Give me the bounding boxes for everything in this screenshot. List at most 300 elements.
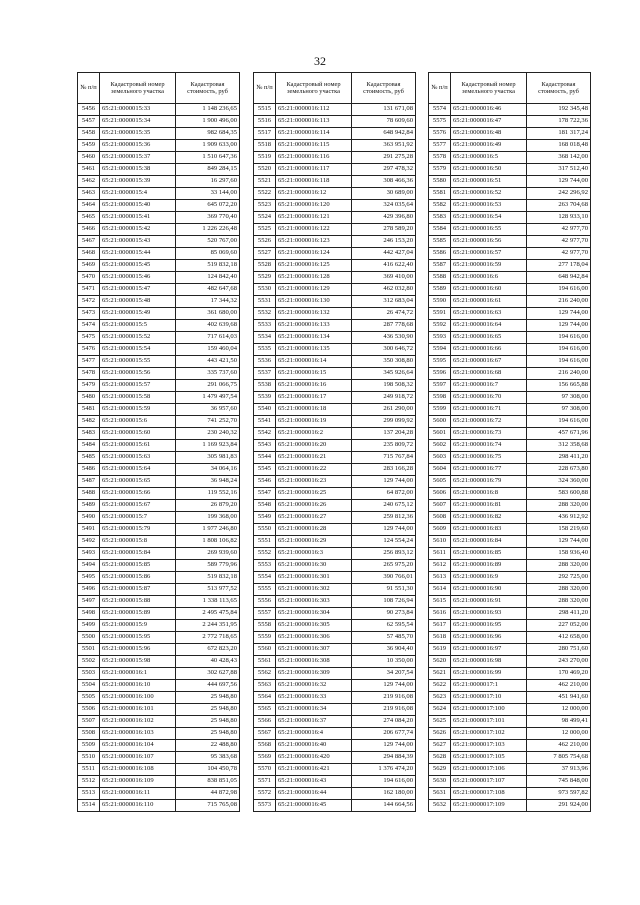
table-row [254, 692, 416, 704]
cell-cadastral-value: 194 616,00 [527, 332, 591, 344]
cell-cadastral-number: 65:21:0000015:63 [100, 452, 176, 464]
cell-cadastral-value: 482 647,68 [176, 284, 240, 296]
table-row [429, 452, 591, 464]
table-row [78, 404, 240, 416]
cell-number: 5460 [78, 152, 100, 164]
cell-cadastral-value: 288 320,00 [527, 584, 591, 596]
cell-number: 5467 [78, 236, 100, 248]
cell-cadastral-number: 65:21:0000015:79 [100, 524, 176, 536]
cell-cadastral-number: 65:21:0000016:95 [451, 620, 527, 632]
cell-cadastral-value: 129 744,00 [527, 536, 591, 548]
cell-number: 5512 [78, 776, 100, 788]
cell-number: 5495 [78, 572, 100, 584]
table-row [429, 272, 591, 284]
cell-number: 5584 [429, 224, 451, 236]
cell-cadastral-value: 25 948,80 [176, 728, 240, 740]
table-row [429, 728, 591, 740]
table-row [429, 680, 591, 692]
cell-cadastral-value: 2 244 351,95 [176, 620, 240, 632]
cell-number: 5474 [78, 320, 100, 332]
cell-number: 5473 [78, 308, 100, 320]
table-row [254, 764, 416, 776]
cell-number: 5517 [254, 128, 276, 140]
cell-cadastral-value: 129 744,00 [352, 524, 416, 536]
table-row [78, 380, 240, 392]
cell-number: 5529 [254, 272, 276, 284]
table-row [254, 200, 416, 212]
cell-cadastral-value: 1 808 106,82 [176, 536, 240, 548]
cell-cadastral-value: 291 275,28 [352, 152, 416, 164]
cell-cadastral-number: 65:21:0000016:112 [276, 104, 352, 116]
cell-cadastral-number: 65:21:0000016:27 [276, 512, 352, 524]
cell-number: 5457 [78, 116, 100, 128]
cell-cadastral-number: 65:21:0000016:108 [100, 764, 176, 776]
cell-cadastral-number: 65:21:0000015:6 [100, 416, 176, 428]
cell-cadastral-value: 194 616,00 [527, 284, 591, 296]
cell-number: 5614 [429, 584, 451, 596]
table-row [78, 752, 240, 764]
cell-cadastral-value: 291 924,00 [527, 800, 591, 812]
table-row [254, 536, 416, 548]
cell-number: 5605 [429, 476, 451, 488]
table-row [254, 224, 416, 236]
cell-cadastral-value: 42 977,70 [527, 236, 591, 248]
table-row [429, 560, 591, 572]
cell-cadastral-value: 57 485,70 [352, 632, 416, 644]
table-row [254, 152, 416, 164]
cell-cadastral-value: 30 689,00 [352, 188, 416, 200]
table-row [254, 392, 416, 404]
cell-number: 5550 [254, 524, 276, 536]
table-row [78, 296, 240, 308]
table-row [254, 140, 416, 152]
table-row [254, 116, 416, 128]
cell-cadastral-number: 65:21:0000016:48 [451, 128, 527, 140]
cell-cadastral-number: 65:21:0000016:84 [451, 536, 527, 548]
cell-cadastral-number: 65:21:0000017:10 [451, 692, 527, 704]
cell-number: 5610 [429, 536, 451, 548]
cell-cadastral-number: 65:21:0000015:57 [100, 380, 176, 392]
cell-cadastral-value: 97 308,00 [527, 404, 591, 416]
cell-cadastral-value: 1 169 923,84 [176, 440, 240, 452]
cell-cadastral-value: 129 744,00 [352, 476, 416, 488]
cell-number: 5533 [254, 320, 276, 332]
cell-cadastral-value: 519 832,18 [176, 260, 240, 272]
table-row [254, 716, 416, 728]
cell-cadastral-value: 129 744,00 [527, 176, 591, 188]
cell-number: 5609 [429, 524, 451, 536]
header-cadastral-number: Кадастровый номер земельного участка [100, 73, 176, 104]
table-row [78, 320, 240, 332]
cell-number: 5472 [78, 296, 100, 308]
table-row [254, 476, 416, 488]
cell-cadastral-value: 12 000,00 [527, 728, 591, 740]
cell-cadastral-number: 65:21:0000016:61 [451, 296, 527, 308]
cell-cadastral-value: 129 744,00 [527, 308, 591, 320]
cell-cadastral-value: 40 428,43 [176, 656, 240, 668]
cell-cadastral-number: 65:21:0000016:33 [276, 692, 352, 704]
table-row [78, 116, 240, 128]
cell-cadastral-value: 129 744,00 [352, 740, 416, 752]
table-row [429, 116, 591, 128]
cell-cadastral-number: 65:21:0000015:46 [100, 272, 176, 284]
cell-cadastral-number: 65:21:0000016:20 [276, 440, 352, 452]
cell-number: 5628 [429, 752, 451, 764]
table-row [254, 740, 416, 752]
cell-number: 5632 [429, 800, 451, 812]
cell-cadastral-number: 65:21:0000015:88 [100, 596, 176, 608]
cell-number: 5536 [254, 356, 276, 368]
cell-cadastral-value: 22 488,80 [176, 740, 240, 752]
table-row [78, 656, 240, 668]
cell-cadastral-number: 65:21:0000016:68 [451, 368, 527, 380]
cell-cadastral-number: 65:21:0000016:91 [451, 596, 527, 608]
table-row [78, 236, 240, 248]
cell-number: 5504 [78, 680, 100, 692]
cell-cadastral-value: 12 000,00 [527, 704, 591, 716]
cell-cadastral-number: 65:21:0000016:133 [276, 320, 352, 332]
cell-cadastral-number: 65:21:0000017:103 [451, 740, 527, 752]
header-number: № п/п [254, 73, 276, 104]
cell-number: 5540 [254, 404, 276, 416]
cell-cadastral-number: 65:21:0000016:8 [451, 488, 527, 500]
cell-cadastral-value: 119 552,16 [176, 488, 240, 500]
cell-number: 5532 [254, 308, 276, 320]
cell-cadastral-number: 65:21:0000016:26 [276, 500, 352, 512]
table-row [78, 392, 240, 404]
cell-cadastral-number: 65:21:0000017:101 [451, 716, 527, 728]
cell-number: 5613 [429, 572, 451, 584]
cell-cadastral-number: 65:21:0000016:63 [451, 308, 527, 320]
cell-number: 5622 [429, 680, 451, 692]
cell-cadastral-value: 462 032,80 [352, 284, 416, 296]
cell-cadastral-number: 65:21:0000016:52 [451, 188, 527, 200]
cell-number: 5557 [254, 608, 276, 620]
cell-number: 5514 [78, 800, 100, 812]
cell-cadastral-number: 65:21:0000016:54 [451, 212, 527, 224]
table-row [78, 164, 240, 176]
table-row [429, 212, 591, 224]
table-row [78, 488, 240, 500]
cell-cadastral-value: 219 916,08 [352, 704, 416, 716]
cell-number: 5582 [429, 200, 451, 212]
header-cadastral-value: Кадастровая стоимость, руб [527, 73, 591, 104]
table-row [78, 572, 240, 584]
cell-number: 5531 [254, 296, 276, 308]
table-row [254, 500, 416, 512]
cell-cadastral-value: 129 744,00 [352, 680, 416, 692]
cell-cadastral-value: 317 512,40 [527, 164, 591, 176]
cell-cadastral-number: 65:21:0000015:54 [100, 344, 176, 356]
cell-number: 5595 [429, 356, 451, 368]
cell-number: 5478 [78, 368, 100, 380]
table-row [429, 596, 591, 608]
cell-cadastral-value: 717 614,03 [176, 332, 240, 344]
table-row [254, 632, 416, 644]
cell-cadastral-number: 65:21:0000016:421 [276, 764, 352, 776]
cell-cadastral-value: 25 948,80 [176, 716, 240, 728]
cell-cadastral-value: 104 450,78 [176, 764, 240, 776]
cell-cadastral-number: 65:21:0000016:46 [451, 104, 527, 116]
cell-cadastral-value: 300 646,72 [352, 344, 416, 356]
table-row [254, 596, 416, 608]
table-row [429, 632, 591, 644]
cell-cadastral-number: 65:21:0000016:47 [451, 116, 527, 128]
cell-cadastral-number: 65:21:0000017:1 [451, 680, 527, 692]
cell-cadastral-number: 65:21:0000015:55 [100, 356, 176, 368]
table-row [254, 452, 416, 464]
table-row [78, 188, 240, 200]
table-row [78, 608, 240, 620]
cell-number: 5519 [254, 152, 276, 164]
cell-cadastral-number: 65:21:0000016:16 [276, 380, 352, 392]
cell-cadastral-number: 65:21:0000015:64 [100, 464, 176, 476]
table-row [78, 524, 240, 536]
table-row [254, 368, 416, 380]
cell-cadastral-number: 65:21:0000016:123 [276, 236, 352, 248]
cell-cadastral-value: 369 410,00 [352, 272, 416, 284]
table-row [429, 164, 591, 176]
cell-cadastral-value: 36 948,24 [176, 476, 240, 488]
cell-cadastral-value: 235 809,72 [352, 440, 416, 452]
cell-number: 5556 [254, 596, 276, 608]
table-row [254, 752, 416, 764]
cell-cadastral-number: 65:21:0000016:98 [451, 656, 527, 668]
cell-cadastral-value: 162 180,00 [352, 788, 416, 800]
table-row [78, 176, 240, 188]
cell-number: 5560 [254, 644, 276, 656]
table-row [429, 104, 591, 116]
cell-cadastral-value: 1 909 633,00 [176, 140, 240, 152]
table-row [254, 608, 416, 620]
cell-number: 5542 [254, 428, 276, 440]
table-row [78, 560, 240, 572]
table-row [429, 152, 591, 164]
cell-cadastral-number: 65:21:0000016:44 [276, 788, 352, 800]
cell-number: 5569 [254, 752, 276, 764]
cell-number: 5583 [429, 212, 451, 224]
cell-cadastral-value: 26 474,72 [352, 308, 416, 320]
table-row [78, 308, 240, 320]
cell-number: 5535 [254, 344, 276, 356]
table-row [78, 344, 240, 356]
cell-cadastral-number: 65:21:0000015:7 [100, 512, 176, 524]
table-row [429, 668, 591, 680]
table-row [78, 764, 240, 776]
cell-cadastral-number: 65:21:0000016:22 [276, 464, 352, 476]
table-row [254, 728, 416, 740]
table-row [254, 236, 416, 248]
cell-cadastral-number: 65:21:0000015:66 [100, 488, 176, 500]
cell-cadastral-value: 345 926,64 [352, 368, 416, 380]
cell-cadastral-value: 297 478,32 [352, 164, 416, 176]
cell-number: 5575 [429, 116, 451, 128]
cell-number: 5571 [254, 776, 276, 788]
cell-cadastral-value: 280 751,60 [527, 644, 591, 656]
cell-cadastral-value: 277 178,04 [527, 260, 591, 272]
cell-cadastral-value: 1 977 246,80 [176, 524, 240, 536]
table-row [254, 776, 416, 788]
cell-number: 5530 [254, 284, 276, 296]
cell-cadastral-value: 462 210,00 [527, 740, 591, 752]
cell-cadastral-number: 65:21:0000015:87 [100, 584, 176, 596]
table-row [78, 596, 240, 608]
cell-cadastral-number: 65:21:0000015:44 [100, 248, 176, 260]
cell-cadastral-value: 33 144,00 [176, 188, 240, 200]
table-row [429, 176, 591, 188]
cell-cadastral-value: 369 770,40 [176, 212, 240, 224]
cell-number: 5479 [78, 380, 100, 392]
table-row [429, 536, 591, 548]
cell-number: 5562 [254, 668, 276, 680]
cell-cadastral-value: 715 765,08 [176, 800, 240, 812]
table-row [254, 668, 416, 680]
cell-cadastral-number: 65:21:0000015:5 [100, 320, 176, 332]
table-row [254, 212, 416, 224]
cell-number: 5572 [254, 788, 276, 800]
cell-cadastral-value: 159 460,04 [176, 344, 240, 356]
cell-cadastral-value: 25 948,80 [176, 704, 240, 716]
cell-number: 5598 [429, 392, 451, 404]
cell-number: 5488 [78, 488, 100, 500]
table-row [429, 344, 591, 356]
table-row [254, 548, 416, 560]
cell-number: 5510 [78, 752, 100, 764]
cell-cadastral-number: 65:21:0000016:132 [276, 308, 352, 320]
cell-number: 5462 [78, 176, 100, 188]
table-row [429, 692, 591, 704]
cell-cadastral-number: 65:21:0000016:102 [100, 716, 176, 728]
cell-number: 5591 [429, 308, 451, 320]
table-row [254, 584, 416, 596]
table-row [254, 188, 416, 200]
cell-cadastral-number: 65:21:0000016:308 [276, 656, 352, 668]
cell-number: 5521 [254, 176, 276, 188]
cell-cadastral-value: 97 308,00 [527, 392, 591, 404]
cell-cadastral-value: 298 411,20 [527, 452, 591, 464]
cell-cadastral-value: 263 704,68 [527, 200, 591, 212]
cell-number: 5630 [429, 776, 451, 788]
cell-number: 5618 [429, 632, 451, 644]
cell-number: 5463 [78, 188, 100, 200]
cell-number: 5520 [254, 164, 276, 176]
cell-number: 5547 [254, 488, 276, 500]
cell-cadastral-number: 65:21:0000016:34 [276, 704, 352, 716]
table-row [254, 560, 416, 572]
cell-cadastral-number: 65:21:0000016:55 [451, 224, 527, 236]
cadastral-table-1 [77, 72, 240, 812]
cell-cadastral-value: 261 290,00 [352, 404, 416, 416]
cell-cadastral-value: 16 297,60 [176, 176, 240, 188]
cell-cadastral-number: 65:21:0000016:115 [276, 140, 352, 152]
cell-cadastral-value: 259 812,36 [352, 512, 416, 524]
cell-cadastral-number: 65:21:0000015:58 [100, 392, 176, 404]
cell-cadastral-number: 65:21:0000016:109 [100, 776, 176, 788]
cell-number: 5500 [78, 632, 100, 644]
cell-cadastral-number: 65:21:0000016:93 [451, 608, 527, 620]
table-row [429, 620, 591, 632]
table-row [429, 236, 591, 248]
cell-number: 5544 [254, 452, 276, 464]
cell-cadastral-value: 156 665,88 [527, 380, 591, 392]
cell-number: 5574 [429, 104, 451, 116]
cell-cadastral-number: 65:21:0000016:135 [276, 344, 352, 356]
page-number: 32 [314, 54, 326, 68]
cell-number: 5524 [254, 212, 276, 224]
cell-cadastral-number: 65:21:0000016:3 [276, 548, 352, 560]
cell-cadastral-value: 292 725,00 [527, 572, 591, 584]
cell-cadastral-value: 1 510 647,36 [176, 152, 240, 164]
cell-cadastral-number: 65:21:0000016:4 [276, 728, 352, 740]
table-row [429, 500, 591, 512]
cell-number: 5631 [429, 788, 451, 800]
table-row [254, 320, 416, 332]
cell-cadastral-number: 65:21:0000015:67 [100, 500, 176, 512]
cell-cadastral-number: 65:21:0000015:38 [100, 164, 176, 176]
cell-cadastral-number: 65:21:0000017:102 [451, 728, 527, 740]
cell-cadastral-value: 741 252,70 [176, 416, 240, 428]
table-row [78, 140, 240, 152]
cell-cadastral-number: 65:21:0000016:302 [276, 584, 352, 596]
cell-number: 5568 [254, 740, 276, 752]
cell-cadastral-number: 65:21:0000015:56 [100, 368, 176, 380]
cell-cadastral-value: 78 609,60 [352, 116, 416, 128]
cell-number: 5563 [254, 680, 276, 692]
cell-number: 5522 [254, 188, 276, 200]
table-row [78, 692, 240, 704]
table-row [78, 536, 240, 548]
table-row [429, 572, 591, 584]
cell-cadastral-number: 65:21:0000015:65 [100, 476, 176, 488]
cell-cadastral-value: 324 035,64 [352, 200, 416, 212]
table-row [254, 788, 416, 800]
cell-number: 5612 [429, 560, 451, 572]
table-row [254, 164, 416, 176]
cell-number: 5534 [254, 332, 276, 344]
table-row [78, 224, 240, 236]
cell-cadastral-number: 65:21:0000015:61 [100, 440, 176, 452]
table-row [429, 392, 591, 404]
cell-number: 5579 [429, 164, 451, 176]
table-row [254, 428, 416, 440]
cell-cadastral-number: 65:21:0000016:307 [276, 644, 352, 656]
cell-cadastral-value: 198 508,32 [352, 380, 416, 392]
table-row [78, 584, 240, 596]
cell-number: 5458 [78, 128, 100, 140]
cell-cadastral-value: 240 675,12 [352, 500, 416, 512]
cell-cadastral-value: 583 600,88 [527, 488, 591, 500]
cell-cadastral-value: 228 673,80 [527, 464, 591, 476]
cell-cadastral-number: 65:21:0000015:40 [100, 200, 176, 212]
cell-cadastral-value: 1 148 236,65 [176, 104, 240, 116]
table-row [254, 440, 416, 452]
cell-cadastral-number: 65:21:0000015:45 [100, 260, 176, 272]
table-row [429, 776, 591, 788]
cell-number: 5627 [429, 740, 451, 752]
cell-cadastral-number: 65:21:0000015:34 [100, 116, 176, 128]
cell-cadastral-number: 65:21:0000015:95 [100, 632, 176, 644]
cell-cadastral-number: 65:21:0000016:37 [276, 716, 352, 728]
cell-number: 5611 [429, 548, 451, 560]
cell-cadastral-value: 158 936,40 [527, 548, 591, 560]
cell-cadastral-number: 65:21:0000015:59 [100, 404, 176, 416]
cell-cadastral-number: 65:21:0000016:124 [276, 248, 352, 260]
cell-cadastral-number: 65:21:0000016:19 [276, 416, 352, 428]
table-row [78, 620, 240, 632]
cell-cadastral-value: 199 368,00 [176, 512, 240, 524]
cell-cadastral-value: 442 427,04 [352, 248, 416, 260]
cell-cadastral-number: 65:21:0000016:83 [451, 524, 527, 536]
